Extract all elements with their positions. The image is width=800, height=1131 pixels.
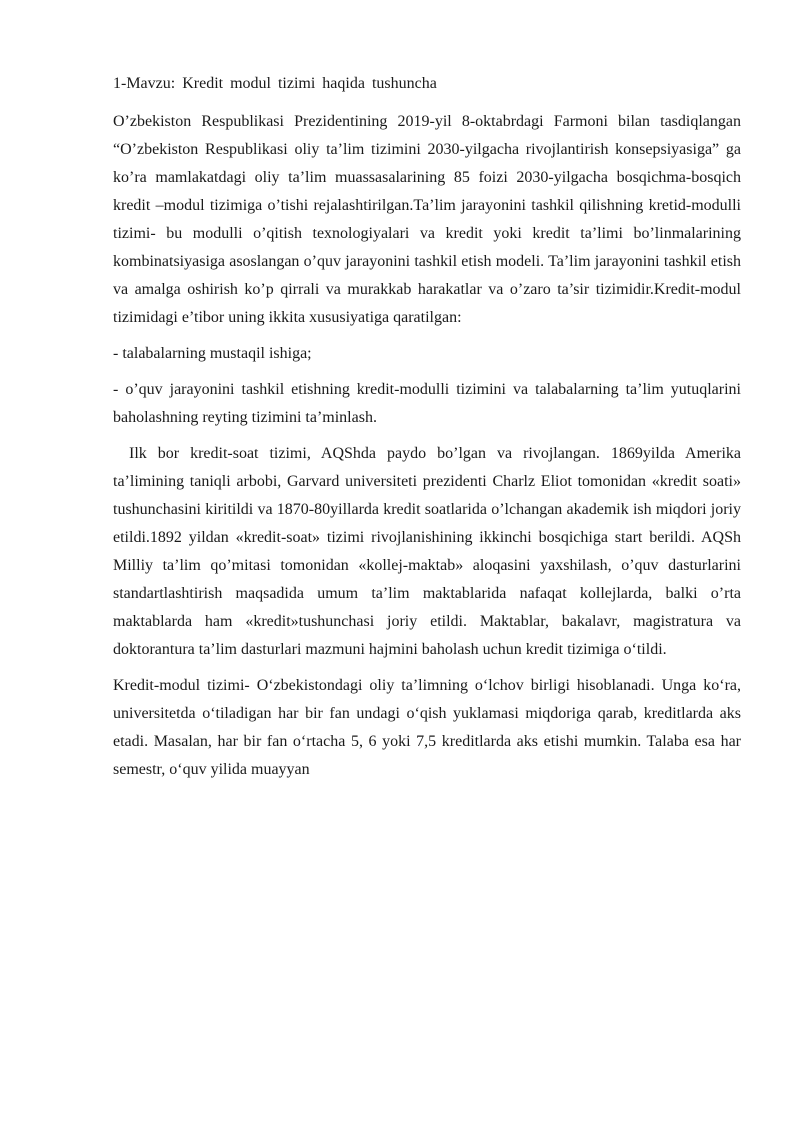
document-body — [113, 70, 741, 792]
lesson-title: 1-Mavzu: Kredit modul tizimi haqida tushuncha — [113, 75, 437, 92]
intro-paragraph: O’zbekiston Respublikasi Prezidentining 2019-yil 8-oktabrdagi Farmoni bilan tasdiqlangan “O’zbekiston Respublikasi oliy ta’lim tizimini 2030-yilgacha rivojlantirish konsepsiyasiga” ga ko’ra mamlakatdagi oliy ta’lim muassasalarining 85 foizi 2030-yilgacha bosqichma-bosqich kredit –modul tizimiga o’tishi rejalashtirilgan.Ta’lim jarayonini tashkil qilishning kretid-modulli tizimi- bu modulli o’qitish texnologiyalari va kredit yoki kredit ta’limi bo’linmalarining kombinatsiyasiga asoslangan o’quv jarayonini tashkil etish modeli. Ta’lim jarayonini tashkil etish va amalga oshirish ko’p qirrali va murakkab harakatlar va o’zaro ta’sir tizimidir.Kredit-modul tizimidagi e’tibor uning ikkita xususiyatiga qaratilgan: — [113, 113, 741, 326]
definition-paragraph: Kredit-modul tizimi- O‘zbekistondagi oliy ta’limning o‘lchov birligi hisoblanadi. Unga ko‘ra, universitetda o‘tiladigan har bir fan undagi o‘qish yuklamasi miqdoriga qarab, kreditlarda aks etadi. Masalan, har bir fan o‘rtacha 5, 6 yoki 7,5 kreditlarda aks etishi mumkin. Talaba esa har semestr, o‘quv yilida muayyan — [113, 677, 741, 778]
list-item-rating-system: - o’quv jarayonini tashkil etishning kredit-modulli tizimini va talabalarning ta’lim yutuqlarini baholashning reyting tizimini ta’minlash. — [113, 381, 741, 426]
list-item-independent-work: - talabalarning mustaqil ishiga; — [113, 345, 312, 362]
history-paragraph: Ilk bor kredit-soat tizimi, AQShda paydo bo’lgan va rivojlangan. 1869yilda Amerika ta’limining taniqli arbobi, Garvard universiteti prezidenti Charlz Eliot tomonidan «kredit soati» tushunchasini kiritildi va 1870-80yillarda kredit soatlarida o’lchangan akademik ish miqdori joriy etildi.1892 yildan «kredit-soat» tizimi rivojlanishining ikkinchi bosqichiga start berildi. AQSh Milliy ta’lim qo’mitasi tomonidan «kollej-maktab» aloqasini yaxshilash, o’quv dasturlarini standartlashtirish maqsadida umum ta’lim maktablarida nafaqat kollejlarda, balki o’rta maktablarda ham «kredit»tushunchasi joriy etildi. Maktablar, bakalavr, magistratura va doktorantura ta’lim dasturlari mazmuni hajmini baholash uchun kredit tizimiga o‘tildi. — [113, 445, 741, 658]
